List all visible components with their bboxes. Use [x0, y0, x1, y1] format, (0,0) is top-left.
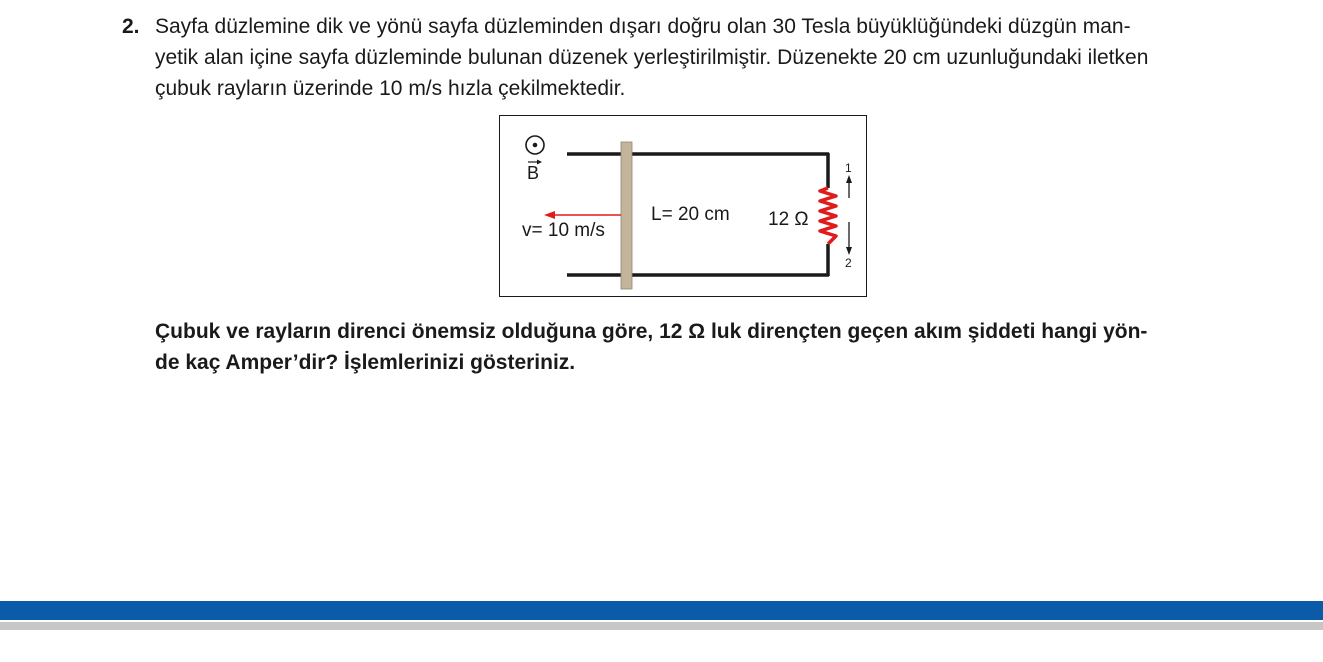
field-label: B [527, 163, 540, 183]
prompt-line: Çubuk ve rayların direnci önemsiz olduğuna göre, 12 Ω luk dirençten geçen akım şiddeti hangi yön- [155, 320, 1148, 343]
question-text-line: yetik alan içine sayfa düzleminde bulunan düzenek yerleştirilmiştir. Düzenekte 20 cm uzunluğundaki iletken [155, 46, 1149, 69]
footer-gray-stripe [0, 622, 1323, 630]
direction-arrow-up-head [846, 175, 852, 183]
direction-2-label: 2 [845, 256, 852, 270]
velocity-label: v= 10 m/s [522, 220, 605, 241]
question-prompt [155, 316, 1235, 378]
question-number: 2. [122, 15, 140, 38]
prompt-line: de kaç Amper’dir? İşlemlerinizi gösteriniz. [155, 351, 576, 374]
circuit-figure [499, 115, 867, 297]
field-dot [533, 143, 538, 148]
footer-blue-bar [0, 601, 1323, 620]
question-text-line: çubuk rayların üzerinde 10 m/s hızla çekilmektedir. [155, 77, 626, 100]
direction-1-label: 1 [845, 161, 852, 175]
conducting-rod [621, 142, 632, 289]
resistor-label: 12 Ω [768, 209, 809, 230]
length-label: L= 20 cm [651, 204, 730, 225]
direction-arrow-down-head [846, 247, 852, 255]
question-text [155, 11, 1225, 104]
resistor-zigzag [820, 188, 836, 244]
velocity-arrow-head [544, 211, 555, 219]
question-text-line: Sayfa düzlemine dik ve yönü sayfa düzleminden dışarı doğru olan 30 Tesla büyüklüğündeki düzgün man- [155, 15, 1131, 38]
